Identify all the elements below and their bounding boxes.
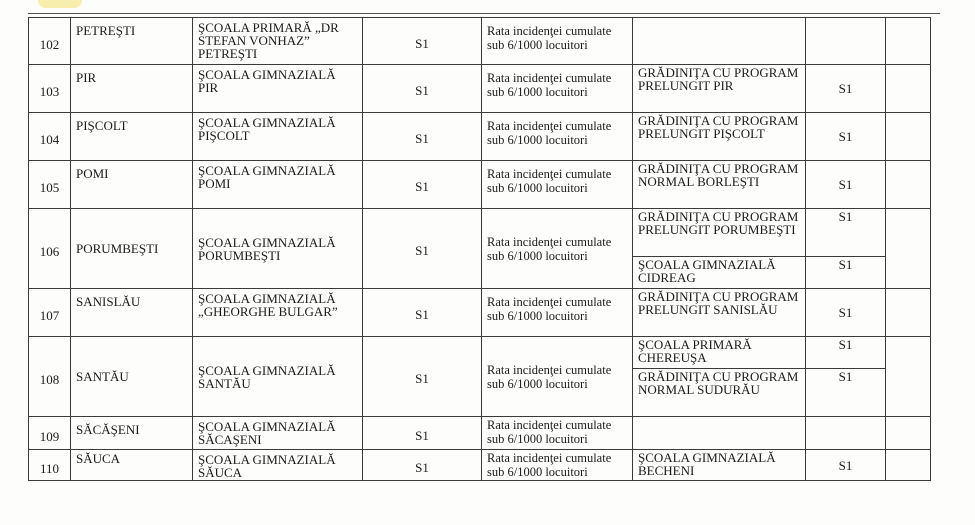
row-number: 105 bbox=[29, 161, 71, 209]
sub-scenario-cell bbox=[806, 417, 886, 450]
empty-cell bbox=[886, 337, 931, 417]
row-number: 109 bbox=[29, 417, 71, 450]
school-cell: ŞCOALA GIMNAZIALĂ SĂCAŞENI bbox=[193, 417, 363, 450]
school-cell: ŞCOALA GIMNAZIALĂ SĂUCA bbox=[193, 450, 363, 481]
table-row bbox=[29, 289, 931, 337]
row-number: 104 bbox=[29, 113, 71, 161]
scenario-cell: S1 bbox=[363, 417, 482, 450]
school-cell: ŞCOALA PRIMARĂ „DR STEFAN VONHAZ” PETREŞTI bbox=[193, 18, 363, 65]
sub-scenario-cell: S1 bbox=[806, 161, 886, 209]
sub-unit-cell: ŞCOALA GIMNAZIALĂ CIDREAG bbox=[633, 257, 806, 289]
table-row bbox=[29, 209, 931, 257]
stamp-fragment bbox=[38, 0, 82, 8]
sub-scenario-cell: S1 bbox=[806, 113, 886, 161]
school-cell: ŞCOALA GIMNAZIALĂ SANTĂU bbox=[193, 337, 363, 417]
empty-cell bbox=[886, 289, 931, 337]
locality-cell: SĂUCA bbox=[71, 450, 193, 481]
school-cell: ŞCOALA GIMNAZIALĂ POMI bbox=[193, 161, 363, 209]
rate-cell: Rata incidenţei cumulate sub 6/1000 locuitori bbox=[482, 450, 633, 481]
sub-unit-cell: GRĂDINIŢA CU PROGRAM NORMAL SUDURĂU bbox=[633, 369, 806, 417]
locality-cell: PETREŞTI bbox=[71, 18, 193, 65]
schools-table bbox=[28, 17, 931, 481]
sub-unit-cell: ŞCOALA PRIMARĂ CHEREUŞA bbox=[633, 337, 806, 369]
sub-unit-cell: GRĂDINIŢA CU PROGRAM NORMAL BORLEŞTI bbox=[633, 161, 806, 209]
sub-scenario-cell: S1 bbox=[806, 65, 886, 113]
locality-cell: SĂCĂŞENI bbox=[71, 417, 193, 450]
rate-cell: Rata incidenţei cumulate sub 6/1000 locuitori bbox=[482, 65, 633, 113]
locality-cell: SANISLĂU bbox=[71, 289, 193, 337]
row-number: 103 bbox=[29, 65, 71, 113]
locality-cell: PIR bbox=[71, 65, 193, 113]
row-number: 108 bbox=[29, 337, 71, 417]
table-row bbox=[29, 161, 931, 209]
empty-cell bbox=[886, 113, 931, 161]
locality-cell: POMI bbox=[71, 161, 193, 209]
scenario-cell: S1 bbox=[363, 113, 482, 161]
row-number: 107 bbox=[29, 289, 71, 337]
table-row bbox=[29, 417, 931, 450]
school-cell: ŞCOALA GIMNAZIALĂ „GHEORGHE BULGAR” bbox=[193, 289, 363, 337]
table-row bbox=[29, 337, 931, 369]
rate-cell: Rata incidenţei cumulate sub 6/1000 locuitori bbox=[482, 337, 633, 417]
scenario-cell: S1 bbox=[363, 18, 482, 65]
table-row bbox=[29, 113, 931, 161]
scenario-cell: S1 bbox=[363, 289, 482, 337]
sub-scenario-cell bbox=[806, 18, 886, 65]
sub-unit-cell bbox=[633, 18, 806, 65]
scenario-cell: S1 bbox=[363, 209, 482, 289]
locality-cell: PORUMBEŞTI bbox=[71, 209, 193, 289]
sub-unit-cell: GRĂDINIŢA CU PROGRAM PRELUNGIT SANISLĂU bbox=[633, 289, 806, 337]
sub-scenario-cell: S1 bbox=[806, 337, 886, 369]
scenario-cell: S1 bbox=[363, 337, 482, 417]
scenario-cell: S1 bbox=[363, 65, 482, 113]
scenario-cell: S1 bbox=[363, 450, 482, 481]
sub-scenario-cell: S1 bbox=[806, 289, 886, 337]
empty-cell bbox=[886, 417, 931, 450]
scenario-cell: S1 bbox=[363, 161, 482, 209]
school-cell: ŞCOALA GIMNAZIALĂ PIŞCOLT bbox=[193, 113, 363, 161]
sub-scenario-cell: S1 bbox=[806, 209, 886, 257]
sub-unit-cell bbox=[633, 417, 806, 450]
empty-cell bbox=[886, 450, 931, 481]
rate-cell: Rata incidenţei cumulate sub 6/1000 locuitori bbox=[482, 161, 633, 209]
locality-cell: SANTĂU bbox=[71, 337, 193, 417]
empty-cell bbox=[886, 18, 931, 65]
empty-cell bbox=[886, 161, 931, 209]
sub-scenario-cell: S1 bbox=[806, 369, 886, 417]
rate-cell: Rata incidenţei cumulate sub 6/1000 locuitori bbox=[482, 417, 633, 450]
empty-cell bbox=[886, 65, 931, 113]
row-number: 106 bbox=[29, 209, 71, 289]
table-row bbox=[29, 65, 931, 113]
empty-cell bbox=[886, 209, 931, 289]
sub-scenario-cell: S1 bbox=[806, 257, 886, 289]
rate-cell: Rata incidenţei cumulate sub 6/1000 locuitori bbox=[482, 113, 633, 161]
table-row bbox=[29, 18, 931, 65]
school-cell: ŞCOALA GIMNAZIALĂ PORUMBEŞTI bbox=[193, 209, 363, 289]
sub-unit-cell: ŞCOALA GIMNAZIALĂ BECHENI bbox=[633, 450, 806, 481]
sub-unit-cell: GRĂDINIŢA CU PROGRAM PRELUNGIT PIŞCOLT bbox=[633, 113, 806, 161]
row-number: 110 bbox=[29, 450, 71, 481]
sub-unit-cell: GRĂDINIŢA CU PROGRAM PRELUNGIT PORUMBEŞTI bbox=[633, 209, 806, 257]
sub-unit-cell: GRĂDINIŢA CU PROGRAM PRELUNGIT PIR bbox=[633, 65, 806, 113]
sub-scenario-cell: S1 bbox=[806, 450, 886, 481]
rate-cell: Rata incidenţei cumulate sub 6/1000 locuitori bbox=[482, 289, 633, 337]
header-rule bbox=[28, 13, 940, 14]
school-cell: ŞCOALA GIMNAZIALĂ PIR bbox=[193, 65, 363, 113]
locality-cell: PIŞCOLT bbox=[71, 113, 193, 161]
row-number: 102 bbox=[29, 18, 71, 65]
rate-cell: Rata incidenţei cumulate sub 6/1000 locuitori bbox=[482, 18, 633, 65]
table-row bbox=[29, 450, 931, 481]
rate-cell: Rata incidenţei cumulate sub 6/1000 locuitori bbox=[482, 209, 633, 289]
